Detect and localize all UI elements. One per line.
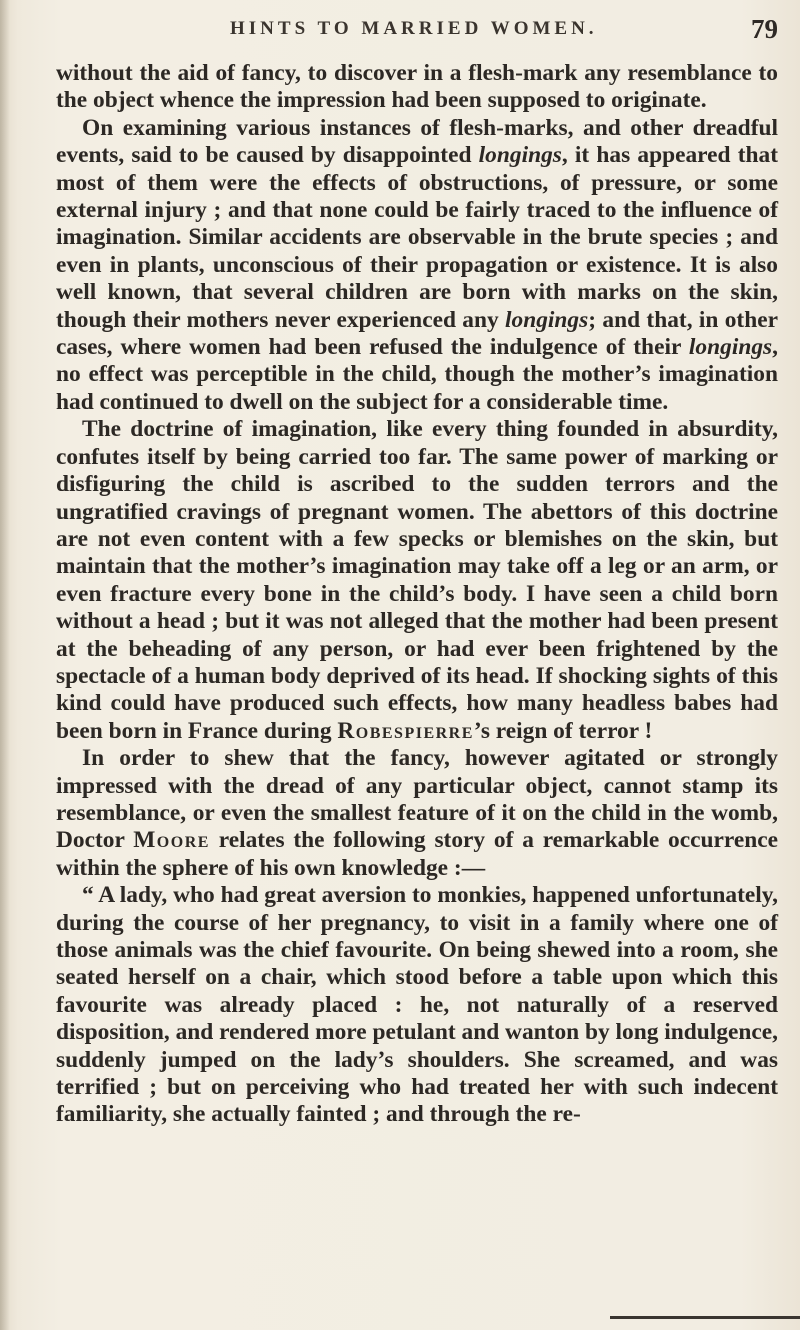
body-text (56, 60, 778, 1129)
text-segment: , no effect was perceptible in the child, though the mother’s imagination had continued to dwell on the subject for a considerable time. (56, 334, 778, 415)
text-segment: without the aid of fancy, to discover in a flesh-mark any resemblance to the object whence the impression had been supposed to originate. (56, 60, 778, 114)
paragraph (56, 115, 778, 416)
binding-shadow (0, 0, 10, 1330)
text-segment: , it has appeared that most of them were the effects of obstructions, of pressure, or some external injury ; and that none could be fairly traced to the influence of imagination. Similar accidents are observable in the brute species ; and even in plants, unconscious of their propagation or existence. It is also well known, that several children are born with marks on the skin, though their mothers never experienced any (56, 142, 778, 333)
paragraph (56, 745, 778, 882)
text-segment: On examining various instances of flesh-marks, and other dreadful events, said to be caused by disappointed (56, 114, 778, 169)
paragraph (56, 416, 778, 745)
text-segment: In order to shew that the fancy, however agitated or strongly impressed with the dread of any particular object, cannot stamp its resemblance, or even the smallest feature of it on the child in the womb, Doctor (56, 745, 778, 854)
page-header (230, 14, 800, 44)
text-segment: relates the following story of a remarkable occurrence within the sphere of his own knowledge :— (56, 827, 778, 881)
text-segment: ; and that, in other cases, where women had been refused the indulgence of their (56, 306, 778, 361)
small-caps-name: Robespierre (337, 717, 474, 744)
page-number: 79 (751, 14, 778, 44)
text-segment: The doctrine of imagination, like every thing founded in absurdity, confutes itself by being carried too far. The same power of marking or disfiguring the child is ascribed to the sudden terrors and the ungratified cravings of pregnant women. The abettors of this doctrine are not even content with a few specks or blemishes on the skin, but maintain that the mother’s imagination may take off a leg or an arm, or even fracture every bone in the child’s body. I have seen a child born without a head ; but it was not alleged that the mother had been present at the beheading of any person, or had ever been frightened by the spectacle of a human body deprived of its head. If shocking sights of this kind could have produced such effects, how many headless babes had been born in France during (56, 416, 778, 744)
bottom-rule (610, 1316, 800, 1319)
paragraph (56, 60, 778, 115)
text-segment: “ A lady, who had great aversion to monkies, happened unfortunately, during the course of her pregnancy, to visit in a family where one of those animals was the chief favourite. On being shewed into a room, she seated herself on a chair, which stood before a table upon which this favourite was already placed : he, not naturally of a reserved disposition, and rendered more petulant and wanton by long indulgence, suddenly jumped on the lady’s shoulders. She screamed, and was terrified ; but on perceiving who had treated her with such indecent familiarity, she actually fainted ; and through the re- (56, 882, 779, 1128)
paragraph (56, 882, 778, 1129)
italic-text: longings (688, 334, 773, 361)
running-head: HINTS TO MARRIED WOMEN. (230, 18, 598, 39)
small-caps-name: Moore (133, 827, 210, 854)
italic-text: longings (505, 306, 589, 333)
italic-text: longings (478, 142, 562, 169)
text-segment: ’s reign of terror ! (473, 717, 653, 744)
